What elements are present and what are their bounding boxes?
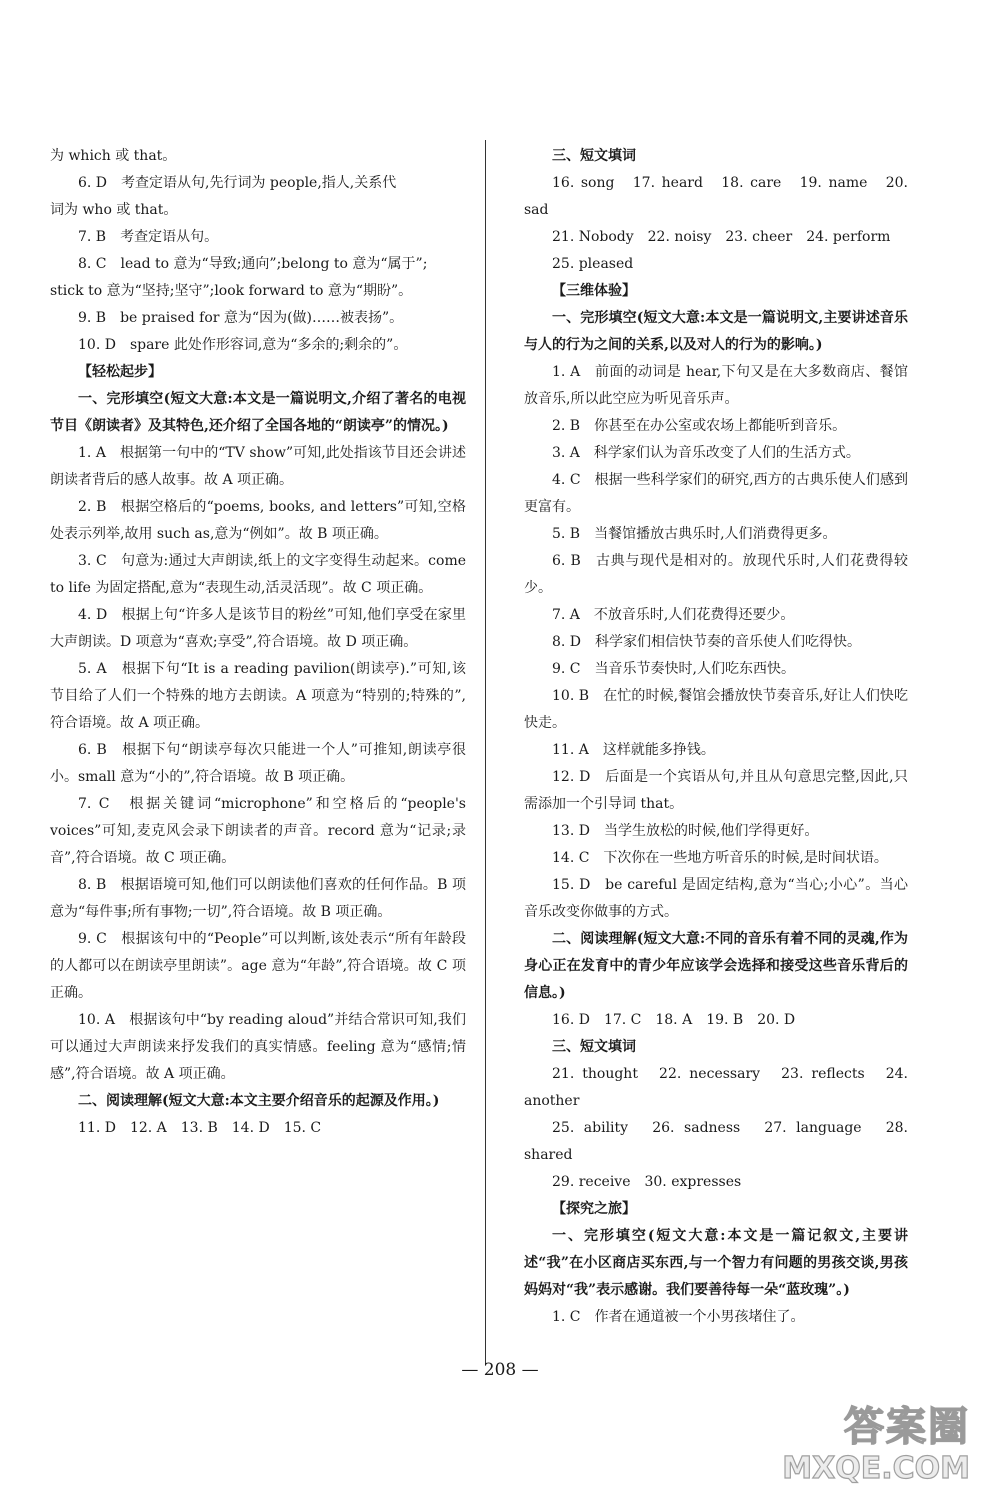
answer-paragraph: 8. C lead to 意为“导致;通向”;belong to 意为“属于”; (78, 256, 428, 272)
answer-paragraph: 10. A 根据该句中“by reading aloud”并结合常识可知,我们可以通过大声朗读来抒发我们的真实情感。feeling 意为“感情;情感”,符合语境。故 A 项正确。 (50, 1012, 466, 1082)
answer-paragraph: 8. D 科学家们相信快节奏的音乐使人们吃得快。 (552, 634, 862, 650)
answer-paragraph: 25. ability 26. sadness 27. language 28. shared (524, 1120, 908, 1163)
page-number: — 208 — (461, 1360, 539, 1380)
answer-paragraph: 词为 who 或 that。 (50, 202, 178, 218)
answer-paragraph: 5. B 当餐馆播放古典乐时,人们消费得更多。 (552, 526, 837, 542)
answer-paragraph: 9. B be praised for 意为“因为(做)……被表扬”。 (78, 310, 404, 326)
answer-paragraph: 3. A 科学家们认为音乐改变了人们的生活方式。 (552, 445, 860, 461)
answer-paragraph: 11. A 这样就能多挣钱。 (552, 742, 715, 758)
answer-paragraph: 2. B 根据空格后的“poems, books, and letters”可知,空格处表示列举,故用 such as,意为“例如”。故 B 项正确。 (50, 499, 466, 542)
answer-paragraph: stick to 意为“坚持;坚守”;look forward to 意为“期盼”。 (50, 283, 413, 299)
answer-paragraph: 1. C 作者在通道被一个小男孩堵住了。 (552, 1309, 805, 1325)
answer-paragraph: 8. B 根据语境可知,他们可以朗读他们喜欢的任何作品。B 项意为“每件事;所有事物;一切”,符合语境。故 B 项正确。 (50, 877, 466, 920)
section-heading: 三、短文填词 (552, 148, 636, 164)
right-column (524, 143, 908, 1331)
answer-paragraph: 13. D 当学生放松的时候,他们学得更好。 (552, 823, 819, 839)
section-heading: 二、阅读理解(短文大意:不同的音乐有着不同的灵魂,作为身心正在发育中的青少年应该学会选择和接受这些音乐背后的信息。) (524, 931, 908, 1001)
answer-paragraph: 9. C 根据该句中的“People”可以判断,该处表示“所有年龄段的人都可以在朗读亭里朗读”。age 意为“年龄”,符合语境。故 C 项正确。 (50, 931, 466, 1001)
answer-paragraph: 4. D 根据上句“许多人是该节目的粉丝”可知,他们享受在家里大声朗读。D 项意为“喜欢;享受”,符合语境。故 D 项正确。 (50, 607, 466, 650)
answer-paragraph: 1. A 根据第一句中的“TV show”可知,此处指该节目还会讲述朗读者背后的感人故事。故 A 项正确。 (50, 445, 466, 488)
watermark-url: MXQE.COM (782, 1451, 970, 1486)
answer-paragraph: 15. D be careful 是固定结构,意为“当心;小心”。当心音乐改变你做事的方式。 (524, 877, 908, 920)
section-heading: 【探究之旅】 (552, 1201, 636, 1217)
answer-paragraph: 10. D spare 此处作形容词,意为“多余的;剩余的”。 (78, 337, 408, 353)
answer-paragraph: 16. song 17. heard 18. care 19. name 20. sad (524, 175, 908, 218)
answer-paragraph: 12. D 后面是一个宾语从句,并且从句意思完整,因此,只需添加一个引导词 that。 (524, 769, 908, 812)
watermark-logo (740, 1395, 985, 1490)
section-heading: 一、完形填空(短文大意:本文是一篇记叙文,主要讲述“我”在小区商店买东西,与一个智力有问题的男孩交谈,男孩妈妈对“我”表示感谢。我们要善待每一朵“蓝玫瑰”。) (524, 1228, 908, 1298)
answer-paragraph: 6. B 古典与现代是相对的。放现代乐时,人们花费得较少。 (524, 553, 908, 596)
answer-paragraph: 7. C 根据关键词“microphone”和空格后的“people's voices”可知,麦克风会录下朗读者的声音。record 意为“记录;录音”,符合语境。故 C 项正确。 (50, 796, 466, 866)
answer-paragraph: 1. A 前面的动词是 hear,下句又是在大多数商店、餐馆放音乐,所以此空应为听见音乐声。 (524, 364, 908, 407)
section-heading: 一、完形填空(短文大意:本文是一篇说明文,主要讲述音乐与人的行为之间的关系,以及对人的行为的影响。) (524, 310, 908, 353)
answer-paragraph: 3. C 句意为:通过大声朗读,纸上的文字变得生动起来。come to life 为固定搭配,意为“表现生动,活灵活现”。故 C 项正确。 (50, 553, 466, 596)
answer-paragraph: 11. D 12. A 13. B 14. D 15. C (78, 1120, 322, 1136)
answer-paragraph: 14. C 下次你在一些地方听音乐的时候,是时间状语。 (552, 850, 888, 866)
section-heading: 【轻松起步】 (78, 364, 162, 380)
answer-paragraph: 21. thought 22. necessary 23. reflects 24. another (524, 1066, 908, 1109)
column-divider (485, 140, 486, 1365)
section-heading: 三、短文填词 (552, 1039, 636, 1055)
answer-paragraph: 10. B 在忙的时候,餐馆会播放快节奏音乐,好让人们快吃快走。 (524, 688, 908, 731)
answer-paragraph: 25. pleased (552, 256, 634, 272)
answer-paragraph: 21. Nobody 22. noisy 23. cheer 24. perform (552, 229, 891, 245)
answer-paragraph: 7. B 考查定语从句。 (78, 229, 219, 245)
section-heading: 【三维体验】 (552, 283, 636, 299)
answer-paragraph: 5. A 根据下句“It is a reading pavilion(朗读亭).”可知,该节目给了人们一个特殊的地方去朗读。A 项意为“特别的;特殊的”,符合语境。故 A 项正确。 (50, 661, 466, 731)
section-heading: 二、阅读理解(短文大意:本文主要介绍音乐的起源及作用。) (78, 1093, 440, 1109)
watermark-title: 答案圈 (844, 1404, 970, 1450)
answer-paragraph: 6. B 根据下句“朗读亭每次只能进一个人”可推知,朗读亭很小。small 意为“小的”,符合语境。故 B 项正确。 (50, 742, 466, 785)
answer-paragraph: 29. receive 30. expresses (552, 1174, 742, 1190)
answer-paragraph: 6. D 考查定语从句,先行词为 people,指人,关系代 (78, 175, 397, 191)
answer-paragraph: 7. A 不放音乐时,人们花费得还要少。 (552, 607, 795, 623)
answer-paragraph: 9. C 当音乐节奏快时,人们吃东西快。 (552, 661, 795, 677)
answer-paragraph: 2. B 你甚至在办公室或农场上都能听到音乐。 (552, 418, 847, 434)
section-heading: 一、完形填空(短文大意:本文是一篇说明文,介绍了著名的电视节目《朗读者》及其特色,还介绍了全国各地的“朗读亭”的情况。) (50, 391, 466, 434)
answer-paragraph: 16. D 17. C 18. A 19. B 20. D (552, 1012, 796, 1028)
answer-paragraph: 为 which 或 that。 (50, 148, 177, 164)
answer-paragraph: 4. C 根据一些科学家们的研究,西方的古典乐使人们感到更富有。 (524, 472, 908, 515)
left-column (50, 143, 466, 1142)
